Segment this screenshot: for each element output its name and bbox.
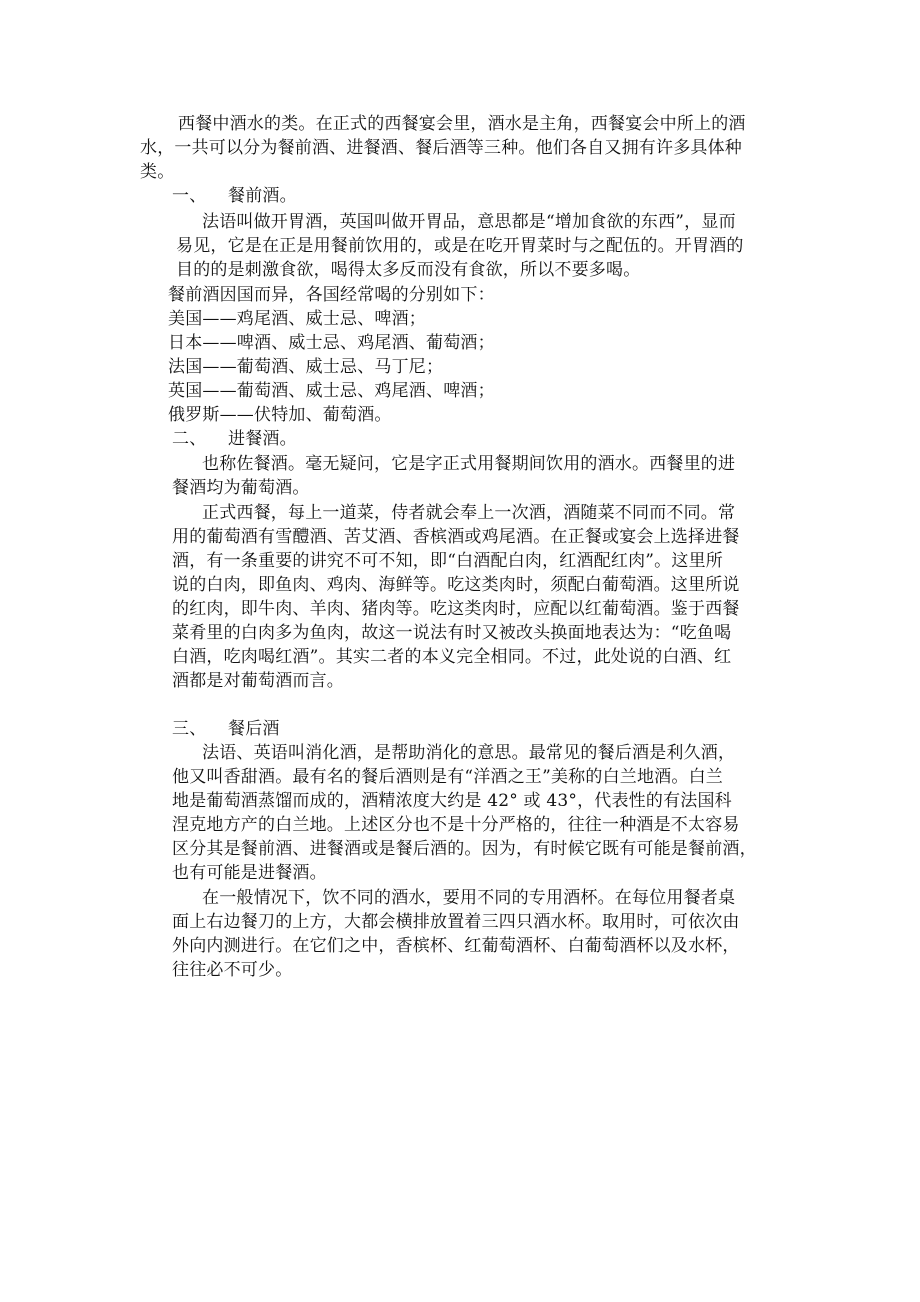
section-number: 三、 — [172, 719, 207, 739]
paragraph-line: 法语、英语叫消化酒，是帮助消化的意思。最常见的餐后酒是利久酒， — [202, 743, 736, 763]
section-number: 二、 — [172, 429, 207, 449]
paragraph-line: 说的白肉，即鱼肉、鸡肉、海鲜等。吃这类肉时，须配白葡萄酒。这里所说 — [172, 575, 740, 595]
section-heading — [172, 717, 280, 741]
intro-line: 类。 — [140, 162, 175, 182]
section-title: 餐后酒 — [228, 719, 280, 739]
intro-line: 西餐中酒水的类。在正式的西餐宴会里，酒水是主角，西餐宴会中所上的酒 — [178, 114, 746, 134]
list-item: 美国——鸡尾酒、威士忌、啤酒； — [168, 309, 426, 329]
list-item: 法国——葡萄酒、威士忌、马丁尼； — [168, 357, 444, 377]
paragraph-line: 地是葡萄酒蒸馏而成的，酒精浓度大约是 42° 或 43°，代表性的有法国科 — [172, 791, 732, 811]
paragraph-line: 往往必不可少。 — [172, 960, 293, 980]
paragraph-line: 的红肉，即牛肉、羊肉、猪肉等。吃这类肉时，应配以红葡萄酒。鉴于西餐 — [172, 599, 740, 619]
section-number: 一、 — [172, 186, 207, 206]
paragraph-line: 酒都是对葡萄酒而言。 — [172, 671, 344, 691]
paragraph-line: 他又叫香甜酒。最有名的餐后酒则是有“洋酒之王”美称的白兰地酒。白兰 — [172, 767, 723, 787]
list-item: 日本——啤酒、威士忌、鸡尾酒、葡萄酒； — [168, 333, 495, 353]
paragraph-line: 目的的是刺激食欲，喝得太多反而没有食欲，所以不要多喝。 — [176, 260, 641, 280]
paragraph-line: 菜肴里的白肉多为鱼肉，故这一说法有时又被改头换面地表达为：“吃鱼喝 — [172, 623, 732, 643]
list-item: 俄罗斯——伏特加、葡萄酒。 — [168, 405, 392, 425]
paragraph-line: 用的葡萄酒有雪醴酒、苦艾酒、香槟酒或鸡尾酒。在正餐或宴会上选择进餐 — [172, 527, 740, 547]
paragraph-line: 涅克地方产的白兰地。上述区分也不是十分严格的，往往一种酒是不太容易 — [172, 815, 740, 835]
paragraph-line: 面上右边餐刀的上方，大都会横排放置着三四只酒水杯。取用时，可依次由 — [172, 912, 740, 932]
paragraph-line: 餐酒均为葡萄酒。 — [172, 478, 310, 498]
paragraph-line: 也有可能是进餐酒。 — [172, 863, 327, 883]
paragraph-line: 外向内测进行。在它们之中，香槟杯、红葡萄酒杯、白葡萄酒杯以及水杯， — [172, 936, 740, 956]
paragraph-line: 区分其是餐前酒、进餐酒或是餐后酒的。因为，有时候它既有可能是餐前酒， — [172, 839, 757, 859]
paragraph-line: 正式西餐，每上一道菜，侍者就会奉上一次酒，酒随菜不同而不同。常 — [202, 503, 736, 523]
section-heading — [172, 184, 297, 208]
section-title: 进餐酒。 — [228, 429, 297, 449]
paragraph-line: 法语叫做开胃酒，英国叫做开胃品，意思都是“增加食欲的东西”，显而 — [202, 212, 736, 232]
section-heading — [172, 427, 297, 451]
section-title: 餐前酒。 — [228, 186, 297, 206]
paragraph-line: 在一般情况下，饮不同的酒水，要用不同的专用酒杯。在每位用餐者桌 — [202, 888, 736, 908]
paragraph-line: 也称佐餐酒。毫无疑问，它是字正式用餐期间饮用的酒水。西餐里的进 — [202, 454, 736, 474]
list-item: 英国——葡萄酒、威士忌、鸡尾酒、啤酒； — [168, 381, 495, 401]
paragraph-line: 易见，它是在正是用餐前饮用的，或是在吃开胃菜时与之配伍的。开胃酒的 — [176, 236, 744, 256]
paragraph-line: 酒，有一条重要的讲究不可不知，即“白酒配白肉，红酒配红肉”。这里所 — [172, 551, 723, 571]
list-intro: 餐前酒因国而异，各国经常喝的分别如下： — [168, 285, 495, 305]
paragraph-line: 白酒，吃肉喝红酒”。其实二者的本义完全相同。不过，此处说的白酒、红 — [172, 647, 732, 667]
intro-line: 水，一共可以分为餐前酒、进餐酒、餐后酒等三种。他们各自又拥有许多具体种 — [140, 138, 742, 158]
